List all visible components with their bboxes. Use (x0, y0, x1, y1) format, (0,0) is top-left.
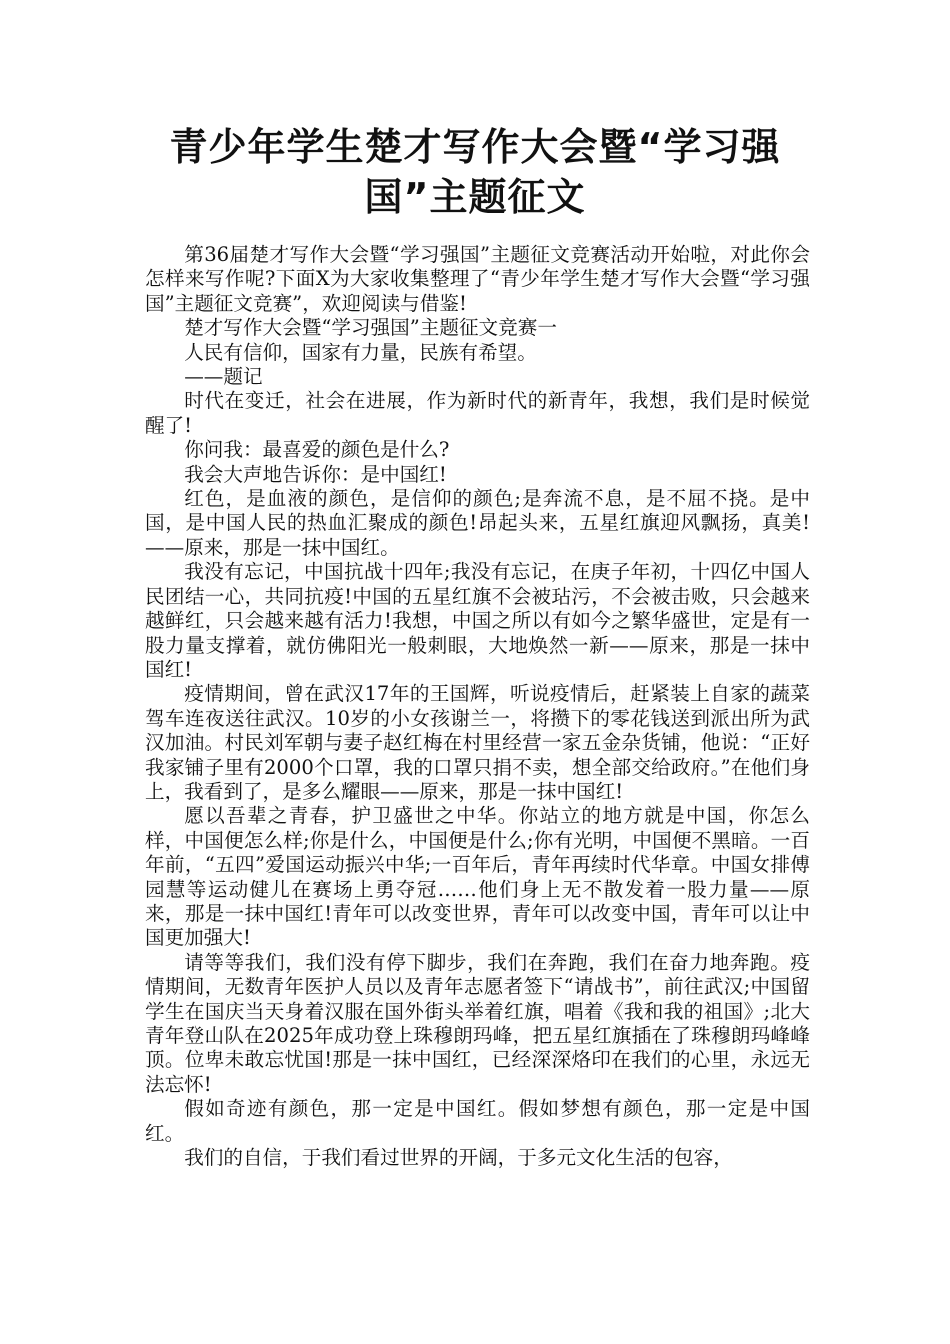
paragraph: 你问我：最喜爱的颜色是什么? (184, 438, 450, 462)
document-title: 青少年学生楚才写作大会暨“学习强国”主题征文 (169, 125, 781, 219)
document-body (145, 243, 810, 1170)
paragraph: 我会大声地告诉你：是中国红! (184, 462, 447, 486)
paragraph: 假如奇迹有颜色，那一定是中国红。假如梦想有颜色，那一定是中国红。 (145, 1097, 810, 1145)
paragraph: 疫情期间，曾在武汉17年的王国辉，听说疫情后，赶紧装上自家的蔬菜驾车连夜送往武汉。10岁的小女孩谢兰一，将攒下的零花钱送到派出所为武汉加油。村民刘军朝与妻子赵红梅在村里经营一家五金杂货铺，他说：“正好我家铺子里有2000个口罩，我的口罩只捐不卖，想全部交给政府。”在他们身上，我看到了，是多么耀眼——原来，那是一抹中国红! (145, 682, 810, 803)
paragraph-epigraph: 人民有信仰，国家有力量，民族有希望。 (184, 340, 537, 364)
paragraph-intro: 第36届楚才写作大会暨“学习强国”主题征文竞赛活动开始啦，对此你会怎样来写作呢?下面X为大家收集整理了“青少年学生楚才写作大会暨“学习强国”主题征文竞赛”，欢迎阅读与借鉴! (145, 243, 810, 315)
paragraph-epigraph-attribution: ——题记 (184, 365, 263, 389)
paragraph: 我们的自信，于我们看过世界的开阔，于多元文化生活的包容， (184, 1146, 733, 1170)
paragraph-section-heading: 楚才写作大会暨“学习强国”主题征文竞赛一 (184, 316, 557, 340)
paragraph: 时代在变迁，社会在进展，作为新时代的新青年，我想，我们是时候觉醒了! (145, 389, 810, 437)
paragraph: 我没有忘记，中国抗战十四年;我没有忘记，在庚子年初，十四亿中国人民团结一心，共同抗疫!中国的五星红旗不会被玷污，不会被击败，只会越来越鲜红，只会越来越有活力!我想，中国之所以有如今之繁华盛世，定是有一股力量支撑着，就仿佛阳光一般刺眼，大地焕然一新——原来，那是一抹中国红! (145, 560, 810, 681)
paragraph: 请等等我们，我们没有停下脚步，我们在奔跑，我们在奋力地奔跑。疫情期间，无数青年医护人员以及青年志愿者签下“请战书”，前往武汉;中国留学生在国庆当天身着汉服在国外街头举着红旗，唱着《我和我的祖国》;北大青年登山队在2025年成功登上珠穆朗玛峰，把五星红旗插在了珠穆朗玛峰峰顶。位卑未敢忘忧国!那是一抹中国红，已经深深烙印在我们的心里，永远无法忘怀! (145, 950, 810, 1096)
paragraph: 红色，是血液的颜色，是信仰的颜色;是奔流不息，是不屈不挠。是中国，是中国人民的热血汇聚成的颜色!昂起头来，五星红旗迎风飘扬，真美!——原来，那是一抹中国红。 (145, 487, 810, 559)
paragraph: 愿以吾辈之青春，护卫盛世之中华。你站立的地方就是中国，你怎么样，中国便怎么样;你是什么，中国便是什么;你有光明，中国便不黑暗。一百年前，“五四”爱国运动振兴中华;一百年后，青年再续时代华章。中国女排傅园慧等运动健儿在赛场上勇夺冠……他们身上无不散发着一股力量——原来，那是一抹中国红!青年可以改变世界，青年可以改变中国，青年可以让中国更加强大! (145, 804, 810, 950)
